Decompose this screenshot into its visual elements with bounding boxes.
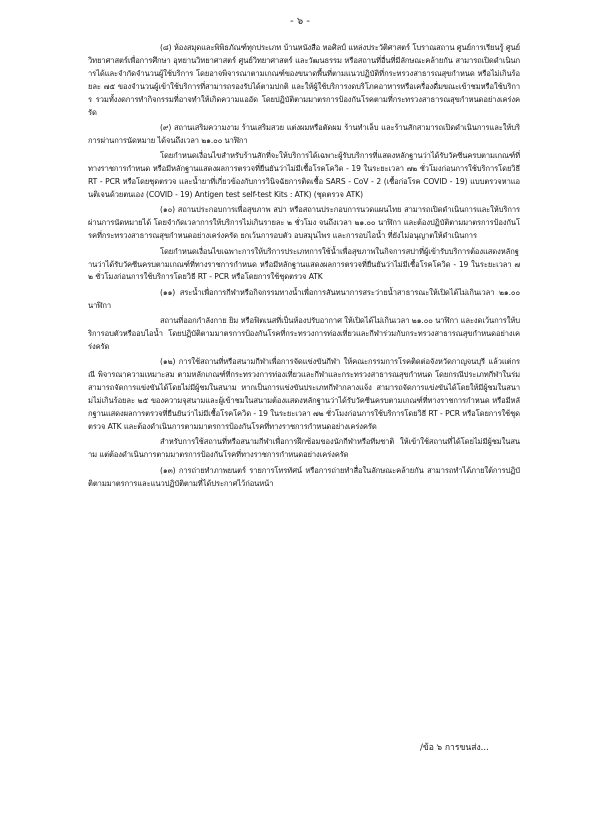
paragraph-item-13: (๑๓) การถ่ายทำภาพยนตร์ รายการโทรทัศน์ หรือการถ่ายทำสื่อในลักษณะคล้ายกัน สามารถทำได้ภายใต้การปฏิบัติตามมาตรการและแนวปฏิบัติตามที่ได้ประกาศไว้ก่อนหน้า xyxy=(88,465,520,488)
paragraph-training-venue: สำหรับการใช้สถานที่หรือสนามกีฬาเพื่อการฝึกซ้อมของนักกีฬาหรือทีมชาติ ให้เข้าใช้สถานที่ได้โดยไม่มีผู้ชมในสนาม แต่ต้องดำเนินการตามมาตรการป้องกันโรคที่ทางราชการกำหนดอย่างเคร่งครัด xyxy=(88,437,520,460)
paragraph-item-10: (๑๐) สถานประกอบการเพื่อสุขภาพ สปา หรือสถานประกอบการนวดแผนไทย สามารถเปิดดำเนินการและให้บริการผ่านการนัดหมายได้ โดยจำกัดเวลาการให้บริการไม่เกินรายละ ๒ ชั่วโมง จนถึงเวลา ๒๑.๐๐ นาฬิกา และต้องปฏิบัติตามมาตรการป้องกันโรคที่กระทรวงสาธารณสุขกำหนดอย่างเคร่งครัด ยกเว้นการอบตัว อบสมุนไพร และการอบไอน้ำ ที่ยังไม่อนุญาตให้ดำเนินการ xyxy=(88,205,520,241)
continuation-note: /ข้อ ๖ การขนส่ง... xyxy=(420,743,489,753)
paragraph-item-8: (๘) ห้องสมุดและพิพิธภัณฑ์ทุกประเภท บ้านหนังสือ หอศิลป์ แหล่งประวัติศาสตร์ โบราณสถาน ศูนย์การเรียนรู้ ศูนย์วิทยาศาสตร์เพื่อการศึกษา อุทยานวิทยาศาสตร์ ศูนย์วิทยาศาสตร์ และวัฒนธรรม หรือสถานที่อื่นที่มีลักษณะคล้ายกัน สามารถเปิดดำเนินการได้และจำกัดจำนวนผู้ใช้บริการ โดยอาจพิจารณาตามเกณฑ์ของขนาดพื้นที่ตามแนวปฏิบัติที่กระทรวงสาธารณสุขกำหนด หรือไม่เกินร้อยละ ๗๕ ของจำนวนผู้เข้าใช้บริการที่สามารถรองรับได้ตามปกติ และให้ผู้ใช้บริการงดบริโภคอาหารหรือเครื่องดื่มขณะเข้าชมหรือใช้บริการ รวมทั้งงดการทำกิจกรรมที่อาจทำให้เกิดความแออัด โดยปฏิบัติตามมาตรการป้องกันโรคตามที่กระทรวงสาธารณสุขกำหนดอย่างเคร่งครัด xyxy=(88,43,520,117)
document-body xyxy=(88,42,520,493)
paragraph-fitness: สถานที่ออกกำลังกาย ยิม หรือฟิตเนสที่เป็นห้องปรับอากาศ ให้เปิดได้ไม่เกินเวลา ๒๑.๐๐ นาฬิกา และงดเว้นการให้บริการอบตัวหรืออบไอน้ำ โดยปฏิบัติตามมาตรการป้องกันโรคที่กระทรวงการท่องเที่ยวและกีฬาร่วมกับกระทรวงสาธารณสุขกำหนดอย่างเคร่งครัด xyxy=(88,316,520,351)
paragraph-spa-condition: โดยกำหนดเงื่อนไขเฉพาะการให้บริการประเภทการใช้น้ำเพื่อสุขภาพในกิจการสปาที่ผู้เข้ารับบริการต้องแสดงหลักฐานว่าได้รับวัคซีนครบตามเกณฑ์ที่ทางราชการกำหนด หรือมีหลักฐานแสดงผลการตรวจที่ยืนยันว่าไม่มีเชื้อโรคโควิด - 19 ในระยะเวลา ๗๒ ชั่วโมงก่อนการใช้บริการโดยวิธี RT - PCR หรือโดยการใช้ชุดตรวจ ATK xyxy=(88,246,520,282)
paragraph-tattoo-condition: โดยกำหนดเงื่อนไขสำหรับร้านสักที่จะให้บริการได้เฉพาะผู้รับบริการที่แสดงหลักฐานว่าได้รับวัคซีนครบตามเกณฑ์ที่ทางราชการกำหนด หรือมีหลักฐานแสดงผลการตรวจที่ยืนยันว่าไม่มีเชื้อโรคโควิด - 19 ในระยะเวลา ๗๒ ชั่วโมงก่อนการใช้บริการโดยวิธี RT - PCR หรือโดยชุดตรวจ และน้ำยาที่เกี่ยวข้องกับการวินิจฉัยการติดเชื้อ SARS - CoV - 2 (เชื้อก่อโรค COVID - 19) แบบตรวจหาแอนติเจนด้วยตนเอง (COVID - 19) Antigen test self-test Kits : ATK) (ชุดตรวจ ATK) xyxy=(88,151,520,199)
paragraph-item-11: (๑๑) สระน้ำเพื่อการกีฬาหรือกิจกรรมทางน้ำเพื่อการสันทนาการสระว่ายน้ำสาธารณะให้เปิดได้ไม่เกินเวลา ๒๑.๐๐ นาฬิกา xyxy=(88,287,520,310)
paragraph-item-9: (๙) สถานเสริมความงาม ร้านเสริมสวย แต่งผมหรือตัดผม ร้านทำเล็บ และร้านสักสามารถเปิดดำเนินการและให้บริการผ่านการนัดหมาย ได้จนถึงเวลา ๒๑.๐๐ นาฬิกา xyxy=(88,122,520,145)
paragraph-item-12: (๑๒) การใช้สถานที่หรือสนามกีฬาเพื่อการจัดแข่งขันกีฬา ให้คณะกรรมการโรคติดต่อจังหวัดกาญจนบุรี แล้วแต่กรณี พิจารณาความเหมาะสม ตามหลักเกณฑ์ที่กระทรวงการท่องเที่ยวและกีฬาและกระทรวงสาธารณสุขกำหนด โดยกรณีประเภทกีฬาในร่ม สามารถจัดการแข่งขันได้โดยไม่มีผู้ชมในสนาม หากเป็นการแข่งขันประเภทกีฬากลางแจ้ง สามารถจัดการแข่งขันได้โดยให้มีผู้ชมในสนามไม่เกินร้อยละ ๒๕ ของความจุสนามและผู้เข้าชมในสนามต้องแสดงหลักฐานว่าได้รับวัคซีนครบตามเกณฑ์ที่ทางราชการกำหนด หรือมีหลักฐานแสดงผลการตรวจที่ยืนยันว่าไม่มีเชื้อโรคโควิด - 19 ในระยะเวลา ๗๒ ชั่วโมงก่อนการใช้บริการโดยวิธี RT - PCR หรือโดยการใช้ชุดตรวจ ATK และต้องดำเนินการตามมาตรการป้องกันโรคที่ทางราชการกำหนดอย่างเคร่งครัด xyxy=(88,357,520,431)
page-number: - ๖ - xyxy=(290,16,310,27)
